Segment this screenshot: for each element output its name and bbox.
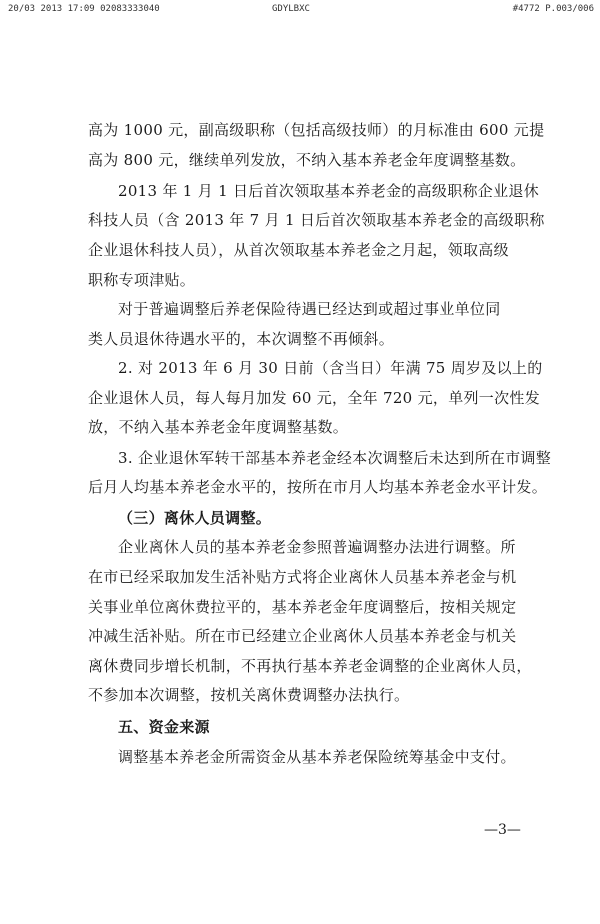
text-line: 在市已经采取加发生活补贴方式将企业离休人员基本养老金与机 — [88, 568, 517, 586]
text-line: 高为 1000 元，副高级职称（包括高级技师）的月标准由 600 元提 — [88, 121, 545, 139]
text-line: 不参加本次调整，按机关离休费调整办法执行。 — [88, 686, 410, 704]
section-heading: 五、资金来源 — [118, 718, 210, 736]
section-heading: （三）离休人员调整。 — [118, 509, 272, 527]
text-line: 高为 800 元，继续单列发放，不纳入基本养老金年度调整基数。 — [88, 151, 526, 169]
text-line: 离休费同步增长机制，不再执行基本养老金调整的企业离休人员， — [88, 657, 532, 675]
fax-header-left: 20/03 2013 17:09 02083333040 — [8, 4, 160, 14]
text-line: 后月人均基本养老金水平的，按所在市月人均基本养老金水平计发。 — [88, 478, 548, 496]
text-line: 调整基本养老金所需资金从基本养老保险统筹基金中支付。 — [118, 748, 516, 766]
text-line: 2. 对 2013 年 6 月 30 日前（含当日）年满 75 周岁及以上的 — [118, 359, 543, 377]
page-number: —3— — [484, 822, 521, 838]
text-line: 放，不纳入基本养老金年度调整基数。 — [88, 418, 349, 436]
text-line: 2013 年 1 月 1 日后首次领取基本养老金的高级职称企业退休 — [118, 182, 540, 200]
text-line: 企业离休人员的基本养老金参照普遍调整办法进行调整。所 — [118, 538, 516, 556]
text-line: 关事业单位离休费拉平的，基本养老金年度调整后，按相关规定 — [88, 598, 517, 616]
text-line: 职称专项津贴。 — [88, 271, 196, 289]
text-line: 冲减生活补贴。所在市已经建立企业离休人员基本养老金与机关 — [88, 627, 517, 645]
text-line: 类人员退休待遇水平的，本次调整不再倾斜。 — [88, 330, 395, 348]
fax-header-center: GDYLBXC — [272, 4, 310, 14]
fax-header — [0, 4, 600, 18]
text-line: 对于普遍调整后养老保险待遇已经达到或超过事业单位同 — [118, 300, 501, 318]
text-line: 企业退休人员，每人每月加发 60 元，全年 720 元，单列一次性发 — [88, 389, 540, 407]
text-line: 科技人员（含 2013 年 7 月 1 日后首次领取基本养老金的高级职称 — [88, 211, 545, 229]
fax-header-right: #4772 P.003/006 — [512, 4, 594, 14]
text-line: 企业退休科技人员），从首次领取基本养老金之月起，领取高级 — [88, 241, 509, 259]
text-line: 3. 企业退休军转干部基本养老金经本次调整后未达到所在市调整 — [118, 449, 552, 467]
